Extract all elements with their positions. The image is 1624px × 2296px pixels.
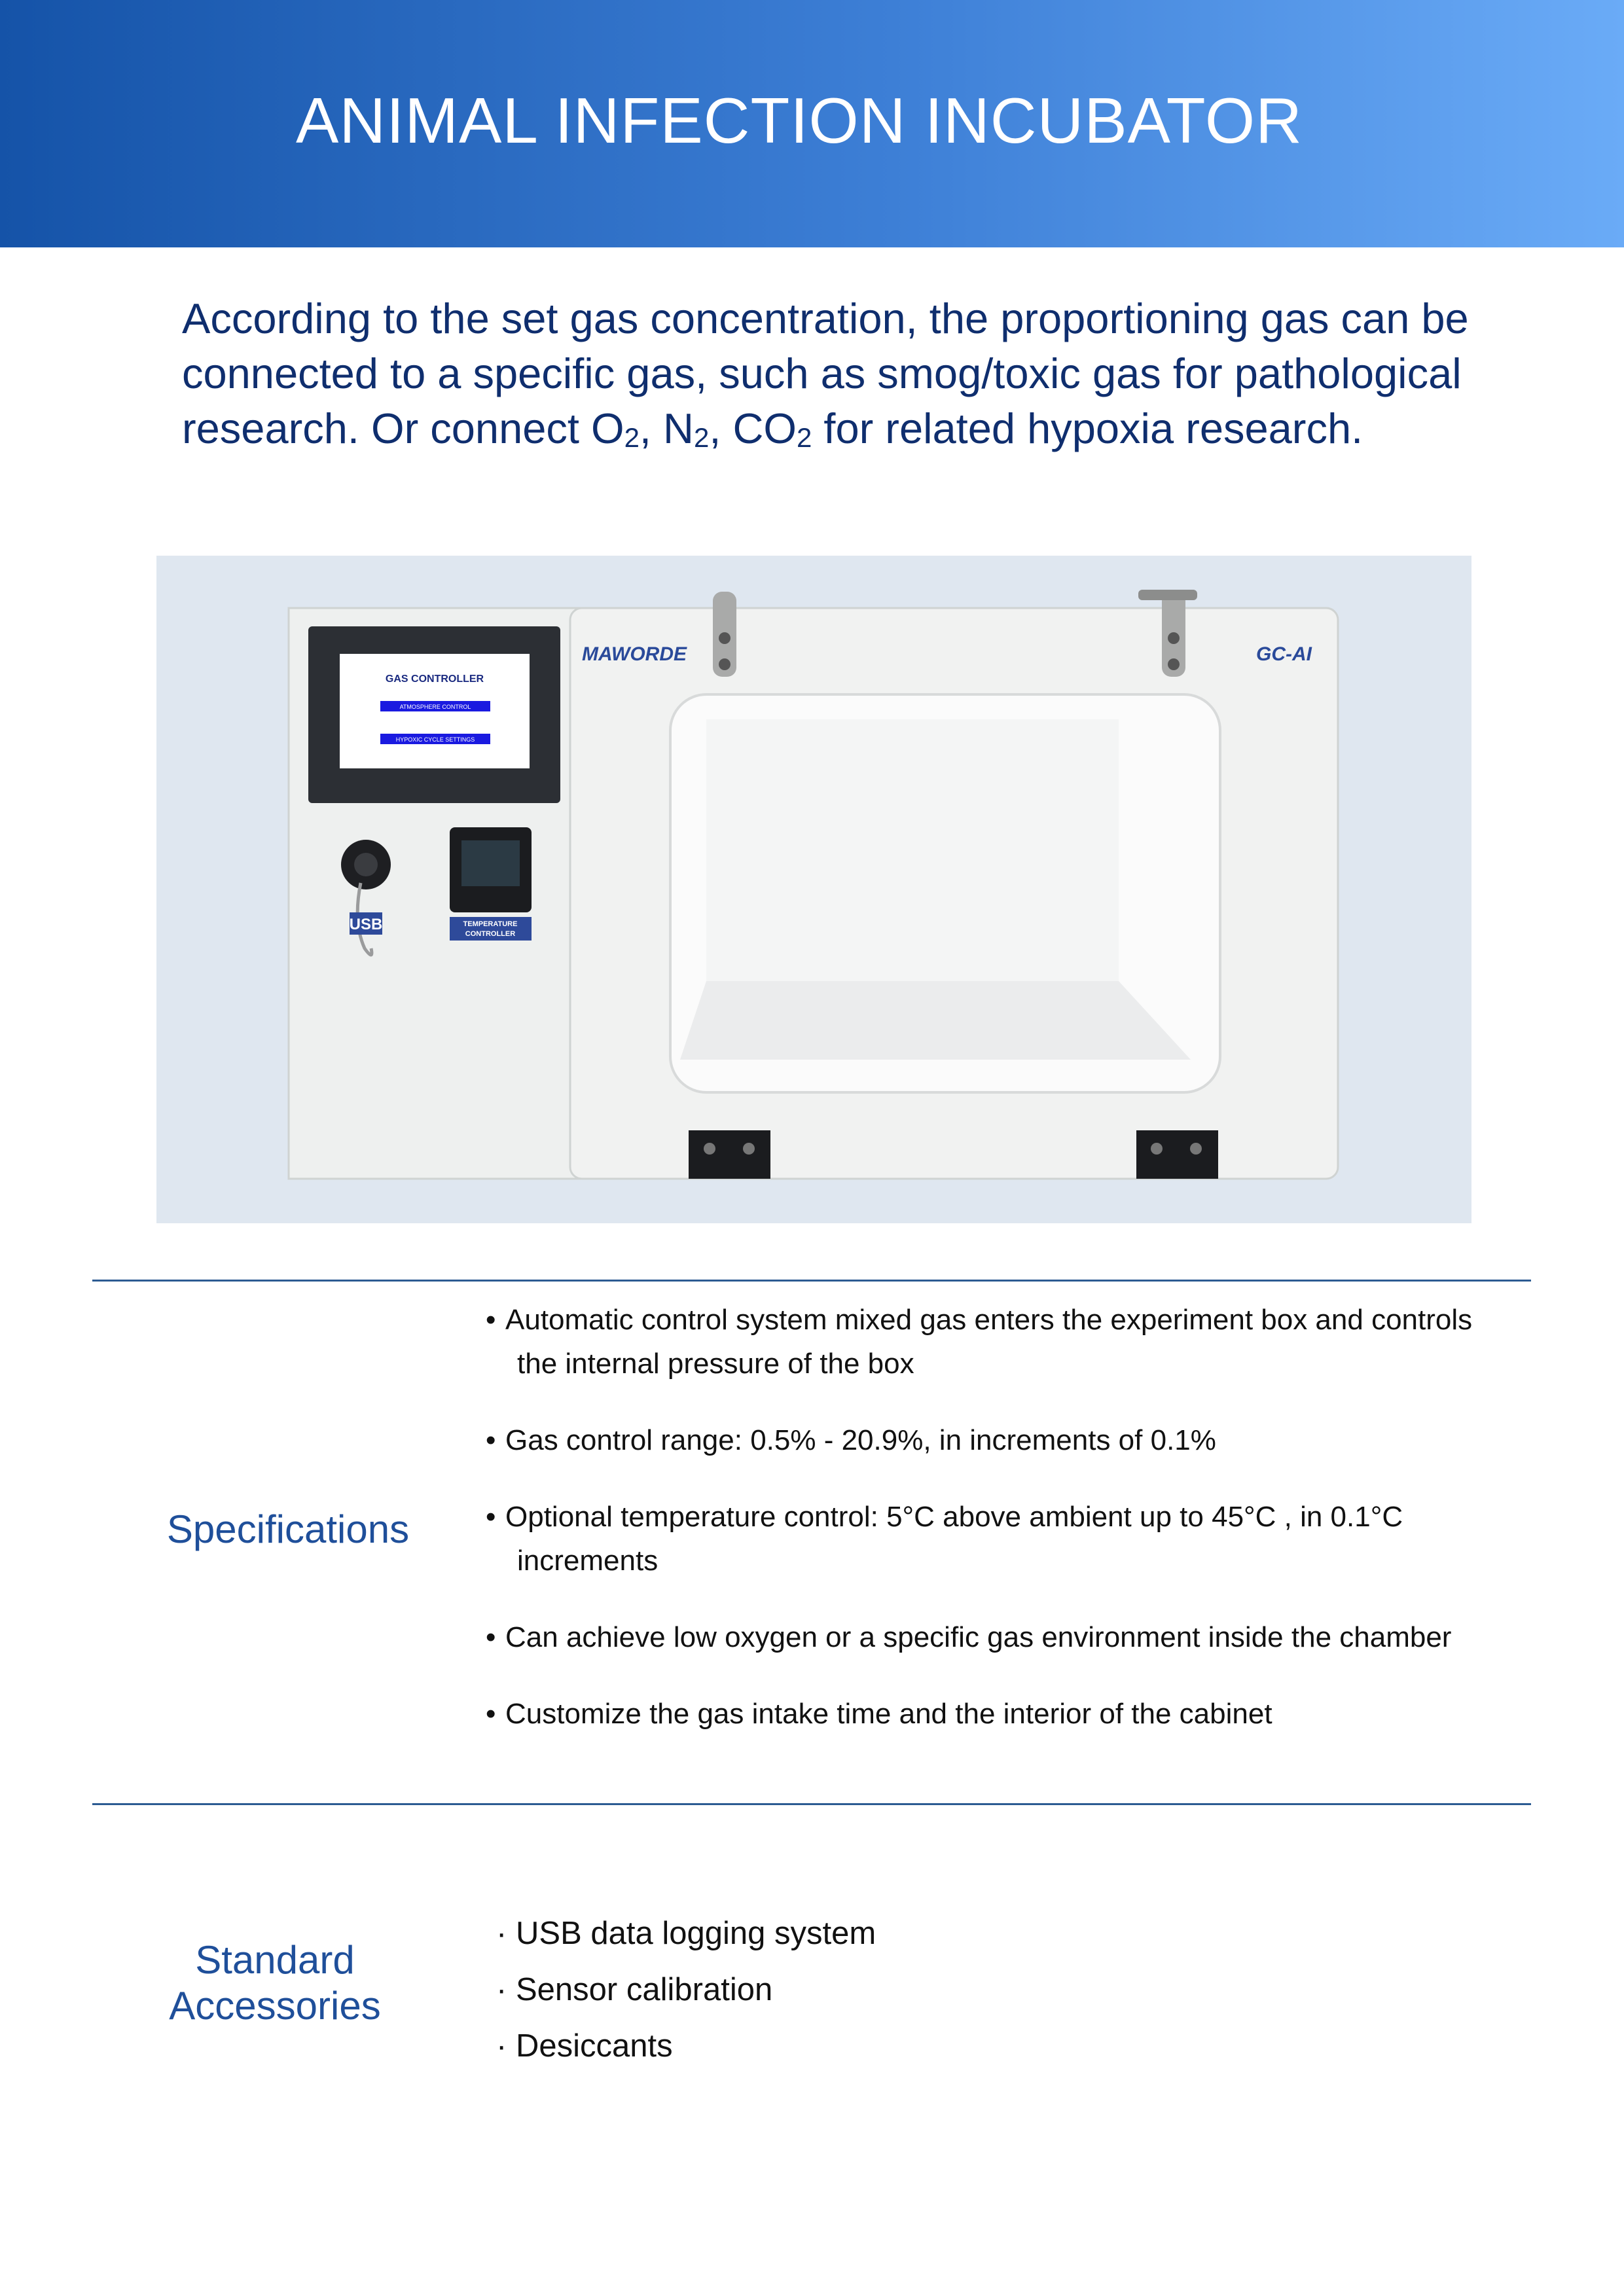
usb-label: USB bbox=[349, 916, 383, 933]
temp-label-line1: TEMPERATURE bbox=[463, 920, 518, 928]
intro-sub-n2: 2 bbox=[693, 422, 710, 453]
screen-button-1-label: ATMOSPHERE CONTROL bbox=[399, 704, 471, 710]
model-label: GC-AI bbox=[1256, 643, 1312, 665]
screen-button-2-label: HYPOXIC CYCLE SETTINGS bbox=[395, 736, 475, 743]
accessories-label-line2: Accessories bbox=[169, 1984, 381, 2028]
specifications-label: Specifications bbox=[166, 1507, 410, 1551]
intro-paragraph bbox=[182, 291, 1491, 456]
chamber-inner bbox=[706, 719, 1119, 981]
bullet: · bbox=[496, 1972, 507, 2007]
intro-text-4: for related hypoxia research. bbox=[812, 404, 1363, 452]
accessories-label bbox=[144, 1937, 406, 2029]
page-title: ANIMAL INFECTION INCUBATOR bbox=[296, 84, 1303, 156]
accessory-item-2: · Sensor calibration bbox=[496, 1962, 876, 2018]
specifications-list bbox=[486, 1298, 1507, 1768]
intro-text-3: , CO bbox=[709, 404, 797, 452]
bullet: • bbox=[486, 1424, 496, 1456]
brand-label: MAWORDE bbox=[582, 643, 687, 665]
bullet: • bbox=[486, 1501, 496, 1533]
accessory-item-1: · USB data logging system bbox=[496, 1905, 876, 1962]
intro-text-1: According to the set gas concentration, the proportioning gas can be connected to a specific gas, such as smog/toxic gas for pathological research. Or connect O bbox=[182, 295, 1469, 452]
divider-bottom bbox=[92, 1803, 1531, 1805]
spec-item-1: • Automatic control system mixed gas enters the experiment box and controls the internal pressure of the box bbox=[486, 1298, 1507, 1386]
temp-label-line2: CONTROLLER bbox=[465, 930, 516, 938]
spec-item-5: • Customize the gas intake time and the interior of the cabinet bbox=[486, 1692, 1507, 1736]
spec-item-4: • Can achieve low oxygen or a specific gas environment inside the chamber bbox=[486, 1615, 1507, 1659]
bullet: • bbox=[486, 1698, 496, 1730]
intro-sub-co2: 2 bbox=[796, 422, 812, 453]
chamber-floor bbox=[680, 981, 1191, 1060]
intro-text-2: , N bbox=[639, 404, 694, 452]
screen-title: GAS CONTROLLER bbox=[385, 673, 484, 685]
intro-sub-o2: 2 bbox=[624, 422, 640, 453]
accessories-label-line1: Standard bbox=[195, 1938, 355, 1982]
divider-top bbox=[92, 1280, 1531, 1282]
bullet: • bbox=[486, 1304, 496, 1336]
accessories-list bbox=[496, 1905, 876, 2074]
spec-item-3: • Optional temperature control: 5°C above ambient up to 45°C , in 0.1°C increments bbox=[486, 1495, 1507, 1583]
foot-left bbox=[689, 1130, 770, 1179]
bullet: · bbox=[496, 1916, 507, 1951]
header-banner bbox=[0, 0, 1624, 247]
bullet: • bbox=[486, 1621, 496, 1653]
bullet: · bbox=[496, 2028, 507, 2064]
foot-right bbox=[1136, 1130, 1218, 1179]
product-photo bbox=[156, 556, 1471, 1223]
spec-item-2: • Gas control range: 0.5% - 20.9%, in increments of 0.1% bbox=[486, 1418, 1507, 1462]
accessory-item-3: · Desiccants bbox=[496, 2018, 876, 2074]
